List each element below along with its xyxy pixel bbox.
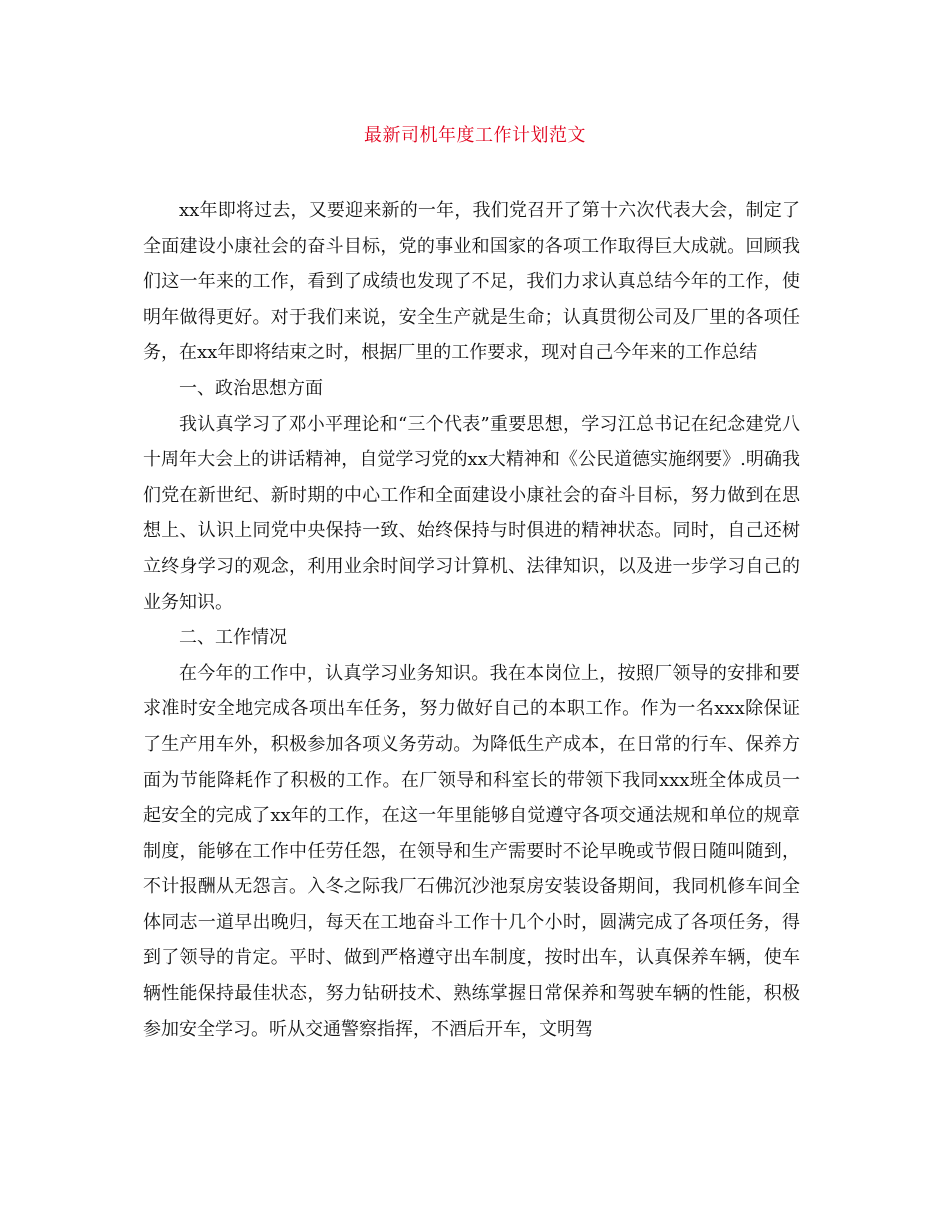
section-heading-work: 二、工作情况 bbox=[179, 627, 287, 649]
section-heading-political: 一、政治思想方面 bbox=[179, 377, 323, 399]
document-title: 最新司机年度工作计划范文 bbox=[364, 125, 586, 146]
paragraph-intro: xx年即将过去，又要迎来新的一年，我们党召开了第十六次代表大会，制定了全面建设小康社会的奋斗目标，党的事业和国家的各项工作取得巨大成就。回顾我们这一年来的工作，看到了成绩也发现了不足，我们力求认真总结今年的工作，使明年做得更好。对于我们来说，安全生产就是生命；认真贯彻公司及厂里的各项任务，在xx年即将结束之时，根据厂里的工作要求，现对自己今年来的工作总结 bbox=[143, 200, 800, 364]
paragraph-political: 我认真学习了邓小平理论和“三个代表”重要思想，学习江总书记在纪念建党八十周年大会上的讲话精神，自觉学习党的xx大精神和《公民道德实施纲要》.明确我们党在新世纪、新时期的中心工作和全面建设小康社会的奋斗目标，努力做到在思想上、认识上同党中央保持一致、始终保持与时俱进的精神状态。同时，自己还树立终身学习的观念，利用业余时间学习计算机、法律知识，以及进一步学习自己的业务知识。 bbox=[143, 413, 800, 613]
paragraph-work: 在今年的工作中，认真学习业务知识。我在本岗位上，按照厂领导的安排和要求准时安全地完成各项出车任务，努力做好自己的本职工作。作为一名xxx除保证了生产用车外，积极参加各项义务劳动。为降低生产成本，在日常的行车、保养方面为节能降耗作了积极的工作。在厂领导和科室长的带领下我同xxx班全体成员一起安全的完成了xx年的工作，在这一年里能够自觉遵守各项交通法规和单位的规章制度，能够在工作中任劳任怨，在领导和生产需要时不论早晚或节假日随叫随到，不计报酬从无怨言。入冬之际我厂石佛沉沙池泵房安装设备期间，我同机修车间全体同志一道早出晚归，每天在工地奋斗工作十几个小时，圆满完成了各项任务，得到了领导的肯定。平时、做到严格遵守出车制度，按时出车，认真保养车辆，使车辆性能保持最佳状态，努力钻研技术、熟练掌握日常保养和驾驶车辆的性能，积极参加安全学习。听从交通警察指挥，不酒后开车，文明驾 bbox=[143, 662, 800, 1040]
document-body bbox=[143, 193, 800, 1047]
